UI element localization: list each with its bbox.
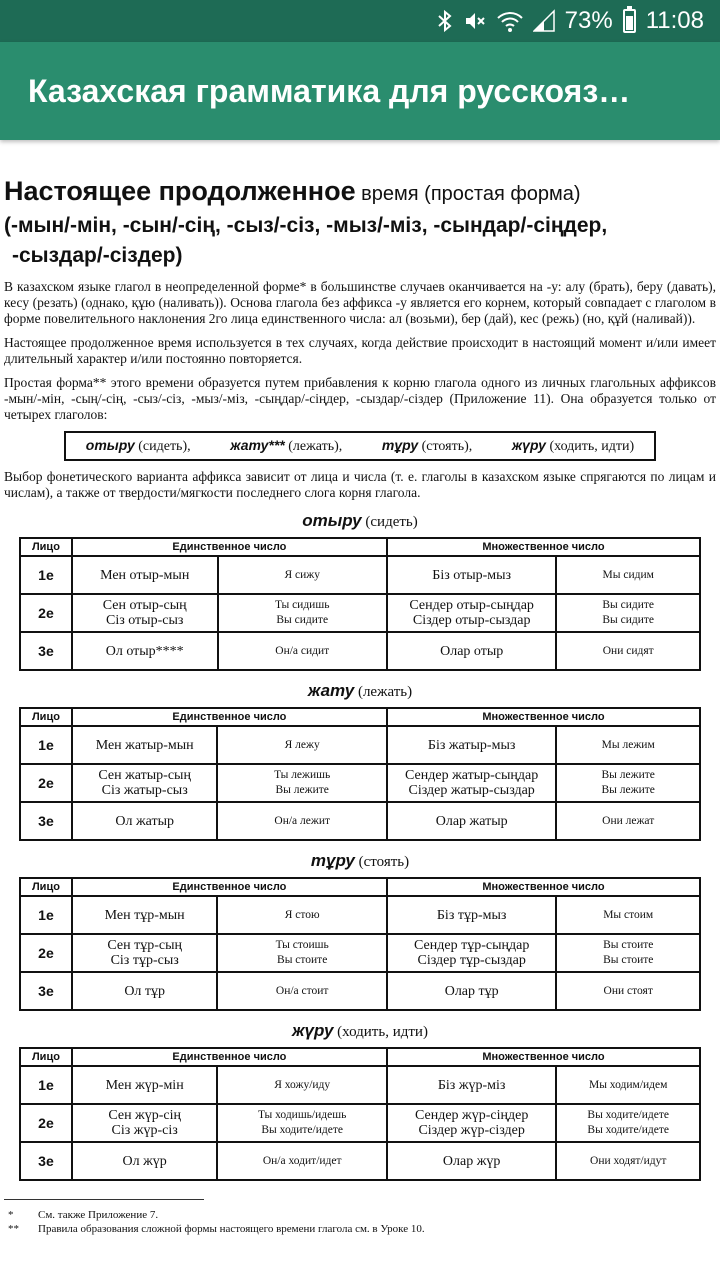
person-cell: 3е (20, 632, 72, 670)
paragraph-usage: Настоящее продолженное время используется в тех случаях, когда действие происходит в настоящий момент и/или имеет длительный характер и/или постоянно повторяется. (4, 335, 716, 366)
clock: 11:08 (645, 7, 704, 34)
kz-singular-cell: Сен тұр-сың Сіз тұр-сыз (72, 934, 218, 972)
verb-title: жүру (ходить, идти) (292, 1021, 428, 1040)
signal-icon (533, 9, 555, 33)
footnote: ** Правила образования сложной формы настоящего времени глагола см. в Уроке 10. (8, 1223, 425, 1235)
ru-singular-cell: Я хожу/иду (217, 1066, 386, 1104)
header-singular: Единственное число (72, 878, 387, 896)
battery-icon (623, 9, 636, 33)
person-cell: 2е (20, 934, 72, 972)
ru-singular-cell: Я сижу (218, 556, 387, 594)
header-person: Лицо (20, 1048, 72, 1066)
kz-singular-cell: Ол отыр**** (72, 632, 218, 670)
kz-plural-cell: Олар отыр (387, 632, 556, 670)
header-plural: Множественное число (387, 708, 700, 726)
conjugation-tables (4, 511, 716, 1181)
kz-singular-cell: Ол тұр (72, 972, 218, 1010)
person-cell: 2е (20, 764, 72, 802)
table-row (20, 1142, 700, 1180)
footnotes (4, 1199, 425, 1236)
kz-plural-cell: Олар жатыр (387, 802, 556, 840)
kz-singular-cell: Сен отыр-сың Сіз отыр-сыз (72, 594, 218, 632)
battery-percent: 73% (564, 7, 613, 34)
ru-singular-cell: Он/а сидит (218, 632, 387, 670)
kz-singular-cell: Сен жүр-сің Сіз жүр-сіз (72, 1104, 218, 1142)
ru-singular-cell: Я лежу (217, 726, 386, 764)
wifi-icon (497, 9, 523, 33)
verb-title: отыру (сидеть) (302, 511, 418, 530)
verb-item: жату*** (лежать), (230, 437, 343, 454)
ru-plural-cell: Вы стоите Вы стоите (556, 934, 700, 972)
kz-singular-cell: Мен отыр-мын (72, 556, 218, 594)
table-row (20, 1104, 700, 1142)
app-bar (0, 42, 720, 140)
kz-plural-cell: Біз тұр-мыз (387, 896, 557, 934)
header-plural: Множественное число (387, 1048, 700, 1066)
conjugation-table (19, 707, 701, 841)
ru-singular-cell: Я стою (217, 896, 386, 934)
person-cell: 1е (20, 896, 72, 934)
person-cell: 2е (20, 594, 72, 632)
kz-singular-cell: Мен жүр-мін (72, 1066, 218, 1104)
ru-singular-cell: Ты лежишь Вы лежите (217, 764, 386, 802)
ru-plural-cell: Они ходят/идут (556, 1142, 700, 1180)
header-person: Лицо (20, 708, 72, 726)
ru-plural-cell: Вы ходите/идете Вы ходите/идете (556, 1104, 700, 1142)
ru-plural-cell: Вы лежите Вы лежите (556, 764, 700, 802)
header-plural: Множественное число (387, 538, 700, 556)
conjugation-table (19, 537, 701, 671)
verb-title: жату (лежать) (307, 681, 413, 700)
table-row (20, 972, 700, 1010)
ru-singular-cell: Ты ходишь/идешь Вы ходите/идете (217, 1104, 386, 1142)
ru-singular-cell: Он/а лежит (217, 802, 386, 840)
table-row (20, 896, 700, 934)
ru-plural-cell: Мы лежим (556, 726, 700, 764)
header-plural: Множественное число (387, 878, 700, 896)
verbs-box (64, 431, 656, 461)
paragraph-infinitive: В казахском языке глагол в неопределенной форме* в большинстве случаев оканчивается на -у: алу (брать), беру (давать), кесу (резать) (однако, құю (наливать)). Основа глагола без аффикса -у является его корнем, который совпадает с глаголом в форме повелительного наклонения 2го лица единственного числа: ал (возьми), бер (дай), кес (режь) (но, құй (наливай)). (4, 279, 716, 326)
person-cell: 3е (20, 1142, 72, 1180)
ru-plural-cell: Вы сидите Вы сидите (556, 594, 700, 632)
person-cell: 3е (20, 972, 72, 1010)
verb-title: тұру (стоять) (310, 851, 410, 870)
verb-item: тұру (стоять), (381, 437, 473, 454)
person-cell: 1е (20, 556, 72, 594)
table-header-row (20, 1048, 700, 1066)
table-row (20, 934, 700, 972)
kz-plural-cell: Олар жүр (387, 1142, 556, 1180)
ru-singular-cell: Он/а стоит (217, 972, 386, 1010)
table-row (20, 1066, 700, 1104)
ru-plural-cell: Мы стоим (556, 896, 700, 934)
paragraph-simple-form: Простая форма** этого времени образуется путем прибавления к корню глагола одного из личных глагольных аффиксов -мын/-мін, -сың/-сің, -сыз/-сіз, -мыз/-міз, -сыңдар/-сіңдер, -сыздар/-сіздер (Приложение 11). Она образуется только от четырех глаголов: (4, 375, 716, 422)
document-page[interactable] (0, 140, 720, 1280)
kz-singular-cell: Мен тұр-мын (72, 896, 218, 934)
kz-singular-cell: Ол жүр (72, 1142, 218, 1180)
bluetooth-icon (437, 9, 453, 33)
ru-plural-cell: Они лежат (556, 802, 700, 840)
ru-singular-cell: Ты стоишь Вы стоите (217, 934, 386, 972)
ru-plural-cell: Они сидят (556, 632, 700, 670)
paragraph-phonetic: Выбор фонетического варианта аффикса зависит от лица и числа (т. е. глаголы в казахском языке спрягаются по лицам и числам), а также от твердости/мягкости последнего слога корня глагола. (4, 469, 716, 500)
header-person: Лицо (20, 538, 72, 556)
kz-plural-cell: Олар тұр (387, 972, 557, 1010)
kz-singular-cell: Сен жатыр-сың Сіз жатыр-сыз (72, 764, 218, 802)
mute-icon (463, 9, 487, 33)
table-header-row (20, 878, 700, 896)
table-row (20, 632, 700, 670)
ru-plural-cell: Они стоят (556, 972, 700, 1010)
kz-plural-cell: Біз жатыр-мыз (387, 726, 556, 764)
table-row (20, 802, 700, 840)
table-header-row (20, 708, 700, 726)
table-row (20, 726, 700, 764)
person-cell: 2е (20, 1104, 72, 1142)
kz-plural-cell: Біз жүр-міз (387, 1066, 556, 1104)
person-cell: 1е (20, 726, 72, 764)
table-row (20, 764, 700, 802)
kz-singular-cell: Ол жатыр (72, 802, 218, 840)
ru-singular-cell: Он/а ходит/идет (217, 1142, 386, 1180)
header-singular: Единственное число (72, 708, 387, 726)
ru-plural-cell: Мы сидим (556, 556, 700, 594)
verb-item: жүру (ходить, идти) (511, 437, 635, 454)
header-singular: Единственное число (72, 538, 387, 556)
app-title: Казахская грамматика для русскояз… (28, 72, 631, 109)
table-row (20, 594, 700, 632)
kz-singular-cell: Мен жатыр-мын (72, 726, 218, 764)
table-header-row (20, 538, 700, 556)
kz-plural-cell: Сендер тұр-сыңдар Сіздер тұр-сыздар (387, 934, 557, 972)
conjugation-table (19, 877, 701, 1011)
verb-item: отыру (сидеть), (85, 437, 191, 454)
ru-singular-cell: Ты сидишь Вы сидите (218, 594, 387, 632)
kz-plural-cell: Біз отыр-мыз (387, 556, 556, 594)
ru-plural-cell: Мы ходим/идем (556, 1066, 700, 1104)
person-cell: 3е (20, 802, 72, 840)
status-bar (0, 0, 720, 42)
header-person: Лицо (20, 878, 72, 896)
page-title: Настоящее продолженное время (простая форма) (-мын/-мін, -сын/-сің, -сыз/-сіз, -мыз/-міз, -сындар/-сіңдер, -сыздар/-сіздер) (4, 176, 608, 267)
header-singular: Единственное число (72, 1048, 387, 1066)
table-row (20, 556, 700, 594)
person-cell: 1е (20, 1066, 72, 1104)
kz-plural-cell: Сендер отыр-сыңдар Сіздер отыр-сыздар (387, 594, 556, 632)
footnote: * См. также Приложение 7. (8, 1209, 159, 1221)
kz-plural-cell: Сендер жатыр-сыңдар Сіздер жатыр-сыздар (387, 764, 556, 802)
conjugation-table (19, 1047, 701, 1181)
kz-plural-cell: Сендер жүр-сіңдер Сіздер жүр-сіздер (387, 1104, 556, 1142)
